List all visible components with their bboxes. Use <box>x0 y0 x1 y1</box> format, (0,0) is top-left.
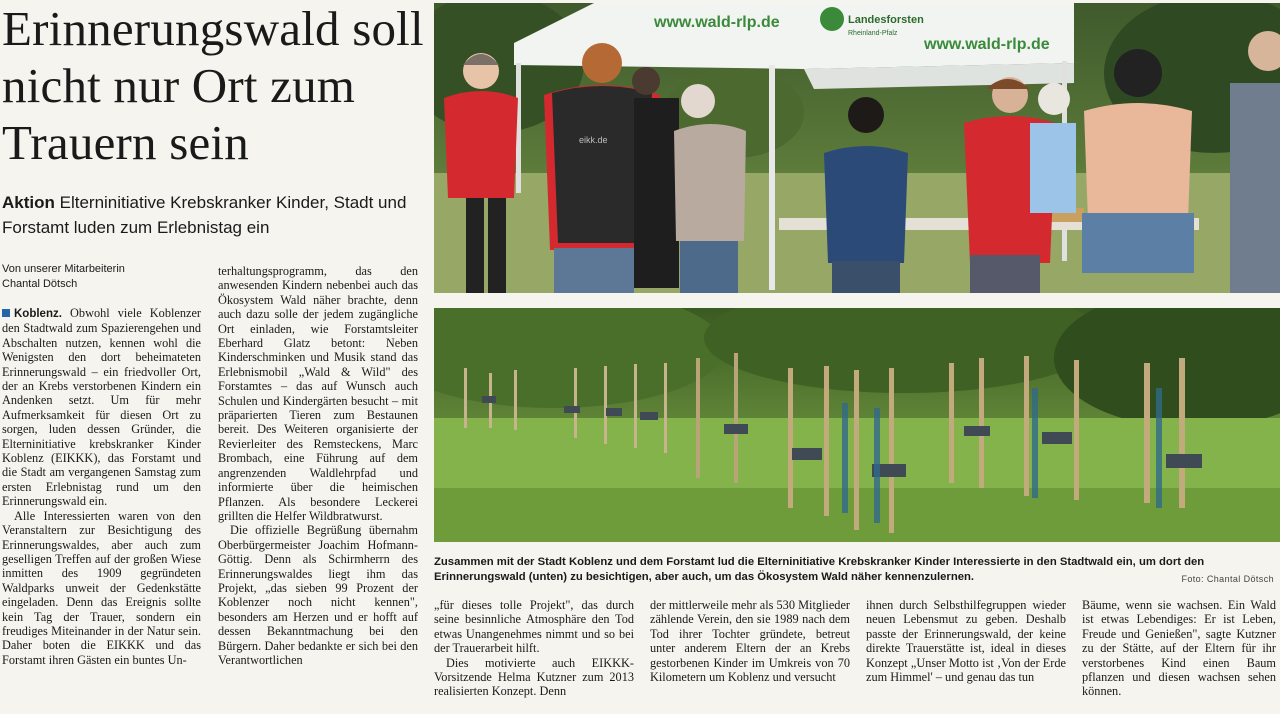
tent-scene-illustration <box>434 3 1280 293</box>
article-column-3 <box>434 598 634 699</box>
paragraph: Alle Interessierten waren von den Veranstaltern zur Besichtigung des Erinnerungswaldes, aber auch zum geselligen Treffen auf der großen Wiese inmitten des 1909 gegründeten Waldparks unweit der Gedenkstätte eingeladen. Denn das Ereignis sollte kein Tag der Trauer, sondern ein freudiges Miteinander in der Natur sein. Daher boten die EIKKK und das Forstamt ihren Gästen ein buntes Un- <box>2 508 201 667</box>
headline: Erinnerungswald soll nicht nur Ort zum Trauern sein <box>2 1 424 170</box>
article-column-2 <box>218 264 418 667</box>
landesforsten-logo-icon <box>820 7 844 31</box>
vest-text: eikk.de <box>579 135 608 145</box>
photo-caption: Zusammen mit der Stadt Koblenz und dem Forstamt lud die Elterninitiative Krebskranker Kinder Interessierte in den Stadtwald ein, um dort den Erinnerungswald (unten) zu besichtigen, aber auch, um das Ökosystem Wald näher kennenzulernen. <box>434 556 1205 583</box>
lead-paragraph <box>2 306 201 509</box>
article-column-6 <box>1082 598 1276 699</box>
paragraph: Die offizielle Begrüßung übernahm Oberbürgermeister Joachim Hofmann-Göttig. Denn als Schirmherrn des Erinnerungswaldes liegt ihm das Projekt, „das sieben 99 Prozent der Koblenzer noch nicht kennen", besonders am Herzen und er hofft auf dessen Bekanntmachung bei den Bürgern. Daher bedankte er sich bei den Verantwortlichen <box>218 523 418 667</box>
paragraph: der mittlerweile mehr als 530 Mitglieder zählende Verein, den sie 1989 nach dem Tod ihrer Tochter gründete, betreut unter anderem Eltern der an Krebs gestorbenen Kinder im Umkreis von 70 Kilometern um Koblenz und versucht <box>650 598 850 685</box>
article-column-1 <box>2 306 201 667</box>
kicker: Aktion <box>2 193 55 212</box>
tent-text-1: www.wald-rlp.de <box>654 14 780 31</box>
dateline: Koblenz. <box>14 308 62 320</box>
article-column-4 <box>650 598 850 684</box>
paragraph: Dies motivierte auch EIKKK-Vorsitzende Helma Kutzner zum 2013 realisierten Konzept. Denn <box>434 655 634 699</box>
paragraph: Bäume, wenn sie wachsen. Ein Wald ist etwas Lebendiges: Er ist Leben, Freude und Genießen", sagte Kutzner zu der Stätte, auf der Eltern für ihr verstorbenes Kind einen Baum pflanzen und diesen wachsen sehen können. <box>1082 598 1276 699</box>
forest-scene-illustration <box>434 308 1280 542</box>
photo-memorial-forest <box>434 308 1280 542</box>
subhead-text: Elterninitiative Krebskranker Kinder, Stadt und Forstamt luden zum Erlebnistag ein <box>2 193 407 237</box>
section-square-icon <box>2 309 10 317</box>
article-column-5 <box>866 598 1066 684</box>
subheadline <box>2 190 422 240</box>
byline-intro: Von unserer Mitarbeiterin <box>2 263 125 275</box>
photo-event-tent <box>434 3 1280 293</box>
byline-author: Chantal Dötsch <box>2 278 78 290</box>
paragraph: Obwohl viele Koblenzer den Stadtwald zum Spazierengehen und Abschalten nutzen, kennen wohl die Wenigsten den dort beheimateten Erinnerungswald – ein friedvoller Ort, der an Krebs verstorbenen Kindern ein Andenken setzt. Um für mehr Aufmerksamkeit für diesen Ort zu sorgen, luden dessen Gründer, die Elterninitiative krebskranker Kinder Koblenz (EIKKK), das Forstamt und die Stadt am vergangenen Samstag zum ersten Erlebnistag rund um den Erinnerungswald ein. <box>2 306 201 509</box>
tent-brand-sub: Rheinland-Pfalz <box>848 30 898 37</box>
tent-text-2: www.wald-rlp.de <box>924 36 1050 53</box>
byline <box>2 262 125 292</box>
paragraph: ihnen durch Selbsthilfegruppen wieder neuen Lebensmut zu geben. Deshalb passte der Erinnerungswald, der keine direkte Trauerstätte ist, ideal in dieses Konzept „Unser Motto ist ‚Von der Erde zum Himmel' – und genau das tun <box>866 598 1066 685</box>
paragraph: „für dieses tolle Projekt", das durch seine besinnliche Atmosphäre den Tod etwas Unangenehmes nimmt und so bei der Trauerarbeit hilft. <box>434 598 634 656</box>
tent-brand: Landesforsten <box>848 14 924 26</box>
paragraph: terhaltungsprogramm, das den anwesenden Kindern nebenbei auch das Ökosystem Wald näher brachte, denn auch dazu solle der jedem zugängliche Ort einladen, wie Forstamtsleiter Eberhard Glatz betont: Neben Kinderschminken und Musik stand das Erlebnismobil „Wald & Wild" des Forstamtes – das auf Wunsch auch Schulen und Kindergärten besucht – mit präparierten Tieren zum Bestaunen bereit. Des Weiteren organisierte der Revierleiter des Remsteckens, Marc Brombach, eine Führung auf dem angrenzenden Waldlehrpfad und informierte über die heimischen Pflanzen. Als besondere Leckerei grillten die Helfer Wildbratwurst. <box>218 264 418 523</box>
photo-credit: Foto: Chantal Dötsch <box>1181 574 1274 584</box>
